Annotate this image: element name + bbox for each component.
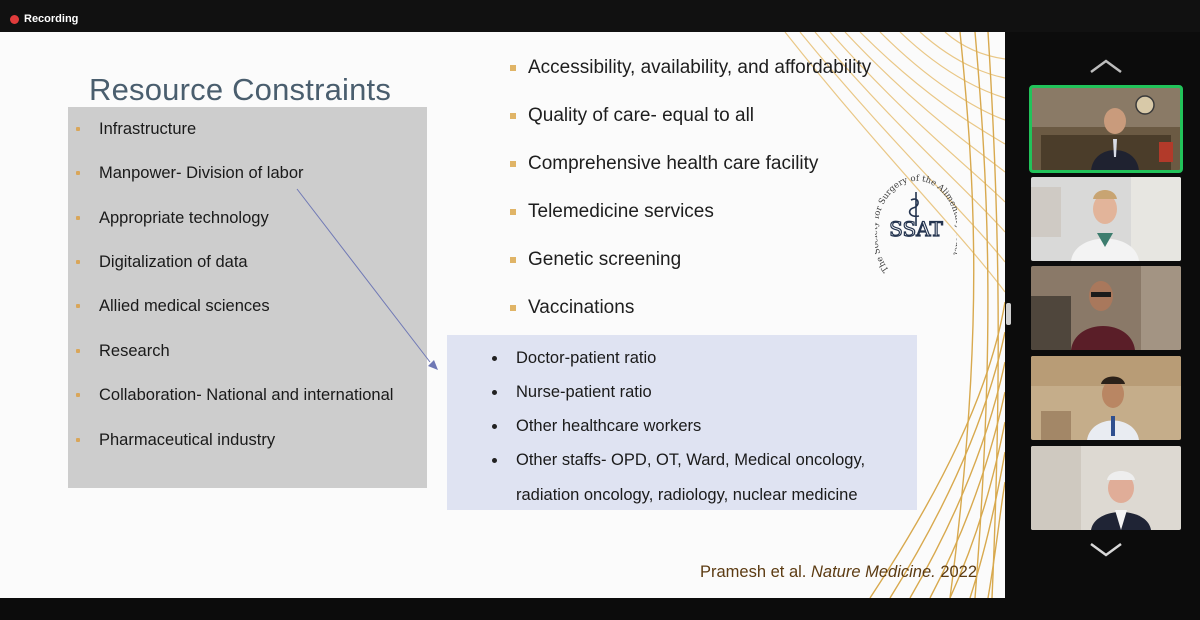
citation-year: 2022: [940, 563, 978, 581]
list-item: Other healthcare workers: [516, 417, 701, 436]
list-item: Genetic screening: [528, 249, 681, 271]
bullet-icon: [492, 356, 497, 361]
bullet-icon: [510, 161, 516, 167]
bullet-icon: [76, 127, 80, 131]
bullet-icon: [492, 390, 497, 395]
list-item: Nurse-patient ratio: [516, 383, 652, 402]
manpower-continuation: radiation oncology, radiology, nuclear medicine: [516, 486, 858, 504]
recording-label: Recording: [24, 13, 79, 25]
list-item: Other staffs- OPD, OT, Ward, Medical oncology,: [516, 451, 865, 470]
list-item: Collaboration- National and international: [99, 386, 393, 405]
bullet-icon: [76, 304, 80, 308]
list-item: Digitalization of data: [99, 253, 248, 272]
bullet-icon: [76, 216, 80, 220]
list-item: Telemedicine services: [528, 201, 714, 223]
list-item: Vaccinations: [528, 297, 634, 319]
participant-tile-2[interactable]: [1031, 177, 1181, 261]
participant-tile-1[interactable]: [1031, 87, 1181, 171]
ssat-logo: [875, 162, 957, 282]
logo-ring-text: The r Surgery of the Alime: [875, 173, 957, 275]
recording-indicator[interactable]: [10, 11, 78, 27]
bullet-icon: [76, 438, 80, 442]
list-item: Appropriate technology: [99, 209, 269, 228]
list-item: Pharmaceutical industry: [99, 431, 275, 450]
logo-acronym: SSAT: [889, 217, 943, 241]
gold-swirl-decoration: [760, 32, 1005, 598]
list-item: Manpower- Division of labor: [99, 164, 304, 183]
list-item: Infrastructure: [99, 120, 196, 139]
bullet-icon: [76, 260, 80, 264]
list-item: Research: [99, 342, 170, 361]
participant-tile-3[interactable]: [1031, 266, 1181, 350]
bullet-icon: [510, 257, 516, 263]
bullet-icon: [510, 65, 516, 71]
bullet-icon: [76, 393, 80, 397]
recording-dot-icon: [10, 15, 19, 24]
citation-authors: Pramesh et al.: [700, 563, 807, 581]
shared-slide: [0, 32, 1005, 598]
bullet-icon: [492, 458, 497, 463]
bullet-icon: [76, 349, 80, 353]
list-item: Comprehensive health care facility: [528, 153, 818, 175]
participant-tile-5[interactable]: [1031, 446, 1181, 530]
chevron-down-icon[interactable]: [1088, 542, 1124, 558]
chevron-up-icon[interactable]: [1088, 58, 1124, 74]
participant-tile-4[interactable]: [1031, 356, 1181, 440]
bullet-icon: [510, 305, 516, 311]
slide-title: Resource Constraints: [89, 72, 392, 107]
layout-resize-handle[interactable]: [1006, 303, 1011, 325]
bullet-icon: [510, 209, 516, 215]
constraints-box: [68, 107, 427, 488]
citation: [700, 563, 977, 582]
list-item: Allied medical sciences: [99, 297, 270, 316]
list-item: Quality of care- equal to all: [528, 105, 754, 127]
meeting-top-bar: [0, 0, 1200, 32]
citation-journal: Nature Medicine.: [810, 563, 936, 581]
list-item: Doctor-patient ratio: [516, 349, 656, 368]
bullet-icon: [510, 113, 516, 119]
bullet-icon: [492, 424, 497, 429]
bullet-icon: [76, 171, 80, 175]
list-item: Accessibility, availability, and affordability: [528, 57, 871, 79]
